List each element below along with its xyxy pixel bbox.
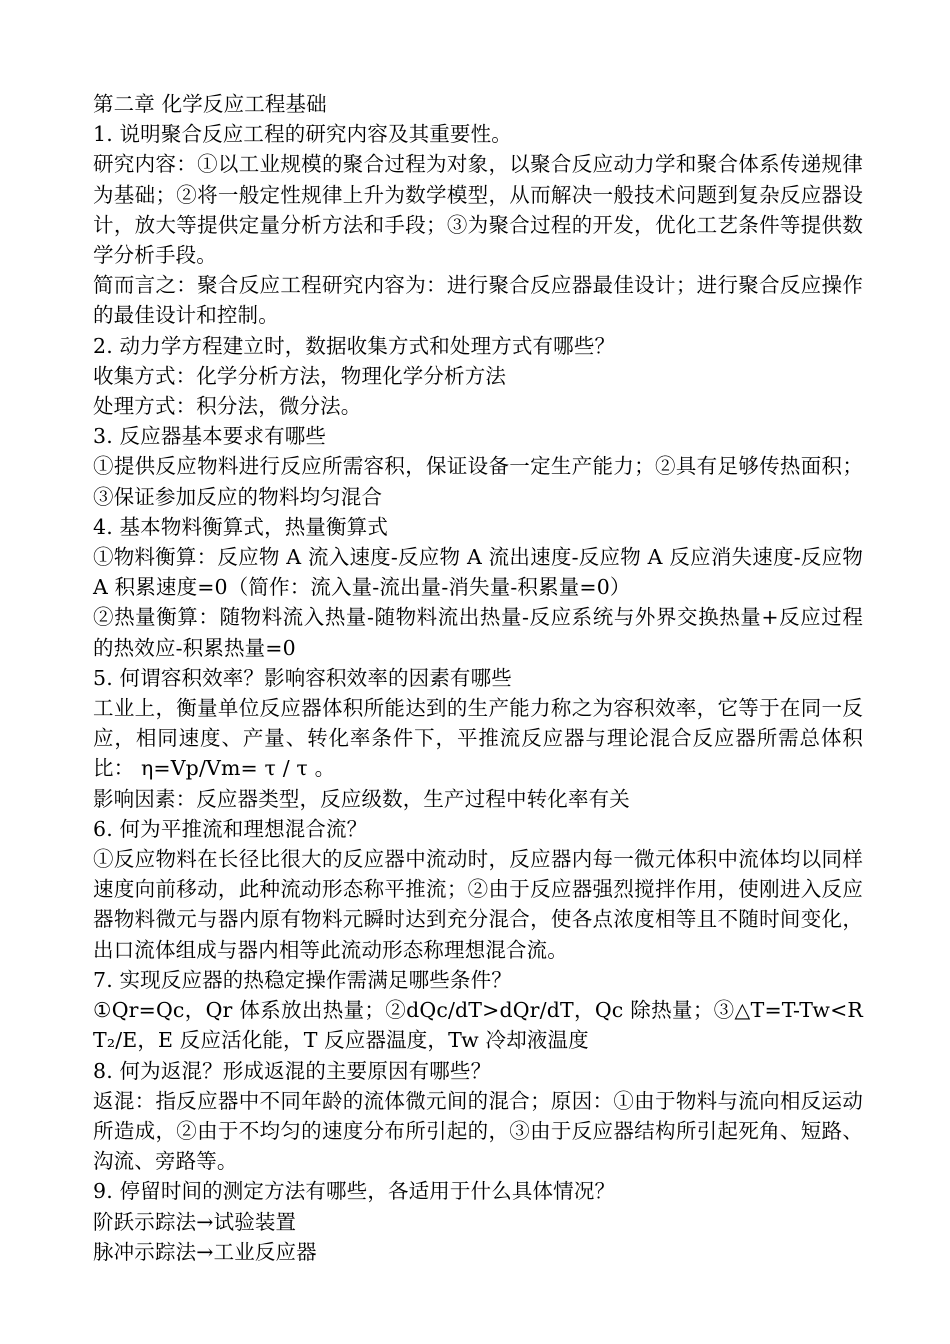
answer-2-processing: 处理方式：积分法，微分法。 bbox=[93, 394, 362, 419]
answer-5-factors: 影响因素：反应器类型，反应级数，生产过程中转化率有关 bbox=[93, 786, 630, 811]
answer-9-pulse-tracer: 脉冲示踪法→工业反应器 bbox=[93, 1239, 317, 1264]
question-8: 8. 何为返混？形成返混的主要原因有哪些？ bbox=[93, 1058, 492, 1083]
answer-4-material-balance: ①物料衡算：反应物 A 流入速度-反应物 A 流出速度-反应物 A 反应消失速度-反应物 A 积累速度=0（简作：流入量-流出量-消失量-积累量=0） bbox=[93, 545, 863, 600]
answer-4-heat-balance: ②热量衡算：随物料流入热量-随物料流出热量-反应系统与外界交换热量+反应过程的热效应-积累热量=0 bbox=[93, 605, 863, 660]
document-body bbox=[93, 89, 863, 1267]
question-9: 9. 停留时间的测定方法有哪些，各适用于什么具体情况？ bbox=[93, 1179, 616, 1204]
answer-1-summary: 简而言之：聚合反应工程研究内容为：进行聚合反应器最佳设计；进行聚合反应操作的最佳设计和控制。 bbox=[93, 273, 863, 328]
question-3: 3. 反应器基本要求有哪些 bbox=[93, 424, 327, 449]
answer-3: ①提供反应物料进行反应所需容积，保证设备一定生产能力；②具有足够传热面积；③保证参加反应的物料均匀混合 bbox=[93, 454, 863, 509]
answer-7: ①Qr=Qc，Qr 体系放出热量；②dQc/dT>dQr/dT，Qc 除热量；③△T=T-Tw<RT₂/E，E 反应活化能，T 反应器温度，Tw 冷却液温度 bbox=[93, 998, 863, 1053]
answer-5-definition: 工业上，衡量单位反应器体积所能达到的生产能力称之为容积效率，它等于在同一反应，相同速度、产量、转化率条件下，平推流反应器与理论混合反应器所需总体积比： η=Vp/Vm= τ / τ 。 bbox=[93, 696, 863, 781]
answer-8: 返混：指反应器中不同年龄的流体微元间的混合；原因：①由于物料与流向相反运动所造成，②由于不均匀的速度分布所引起的，③由于反应器结构所引起死角、短路、沟流、旁路等。 bbox=[93, 1088, 863, 1174]
question-1: 1. 说明聚合反应工程的研究内容及其重要性。 bbox=[93, 122, 512, 147]
answer-9-step-tracer: 阶跃示踪法→试验装置 bbox=[93, 1209, 297, 1234]
question-5: 5. 何谓容积效率？影响容积效率的因素有哪些 bbox=[93, 665, 512, 690]
question-2: 2. 动力学方程建立时，数据收集方式和处理方式有哪些？ bbox=[93, 333, 616, 358]
answer-6: ①反应物料在长径比很大的反应器中流动时，反应器内每一微元体积中流体均以同样速度向前移动，此种流动形态称平推流；②由于反应器强烈搅拌作用，使刚进入反应器物料微元与器内原有物料元瞬时达到充分混合，使各点浓度相等且不随时间变化，出口流体组成与器内相等此流动形态称理想混合流。 bbox=[93, 847, 863, 962]
chapter-title: 第二章 化学反应工程基础 bbox=[93, 92, 327, 116]
question-4: 4. 基本物料衡算式，热量衡算式 bbox=[93, 514, 388, 539]
answer-1-research-content: 研究内容：①以工业规模的聚合过程为对象，以聚合反应动力学和聚合体系传递规律为基础；②将一般定性规律上升为数学模型，从而解决一般技术问题到复杂反应器设计，放大等提供定量分析方法和手段；③为聚合过程的开发，优化工艺条件等提供数学分析手段。 bbox=[93, 152, 863, 268]
answer-2-collection: 收集方式：化学分析方法，物理化学分析方法 bbox=[93, 363, 506, 388]
question-6: 6. 何为平推流和理想混合流？ bbox=[93, 816, 368, 841]
question-7: 7. 实现反应器的热稳定操作需满足哪些条件？ bbox=[93, 967, 512, 992]
